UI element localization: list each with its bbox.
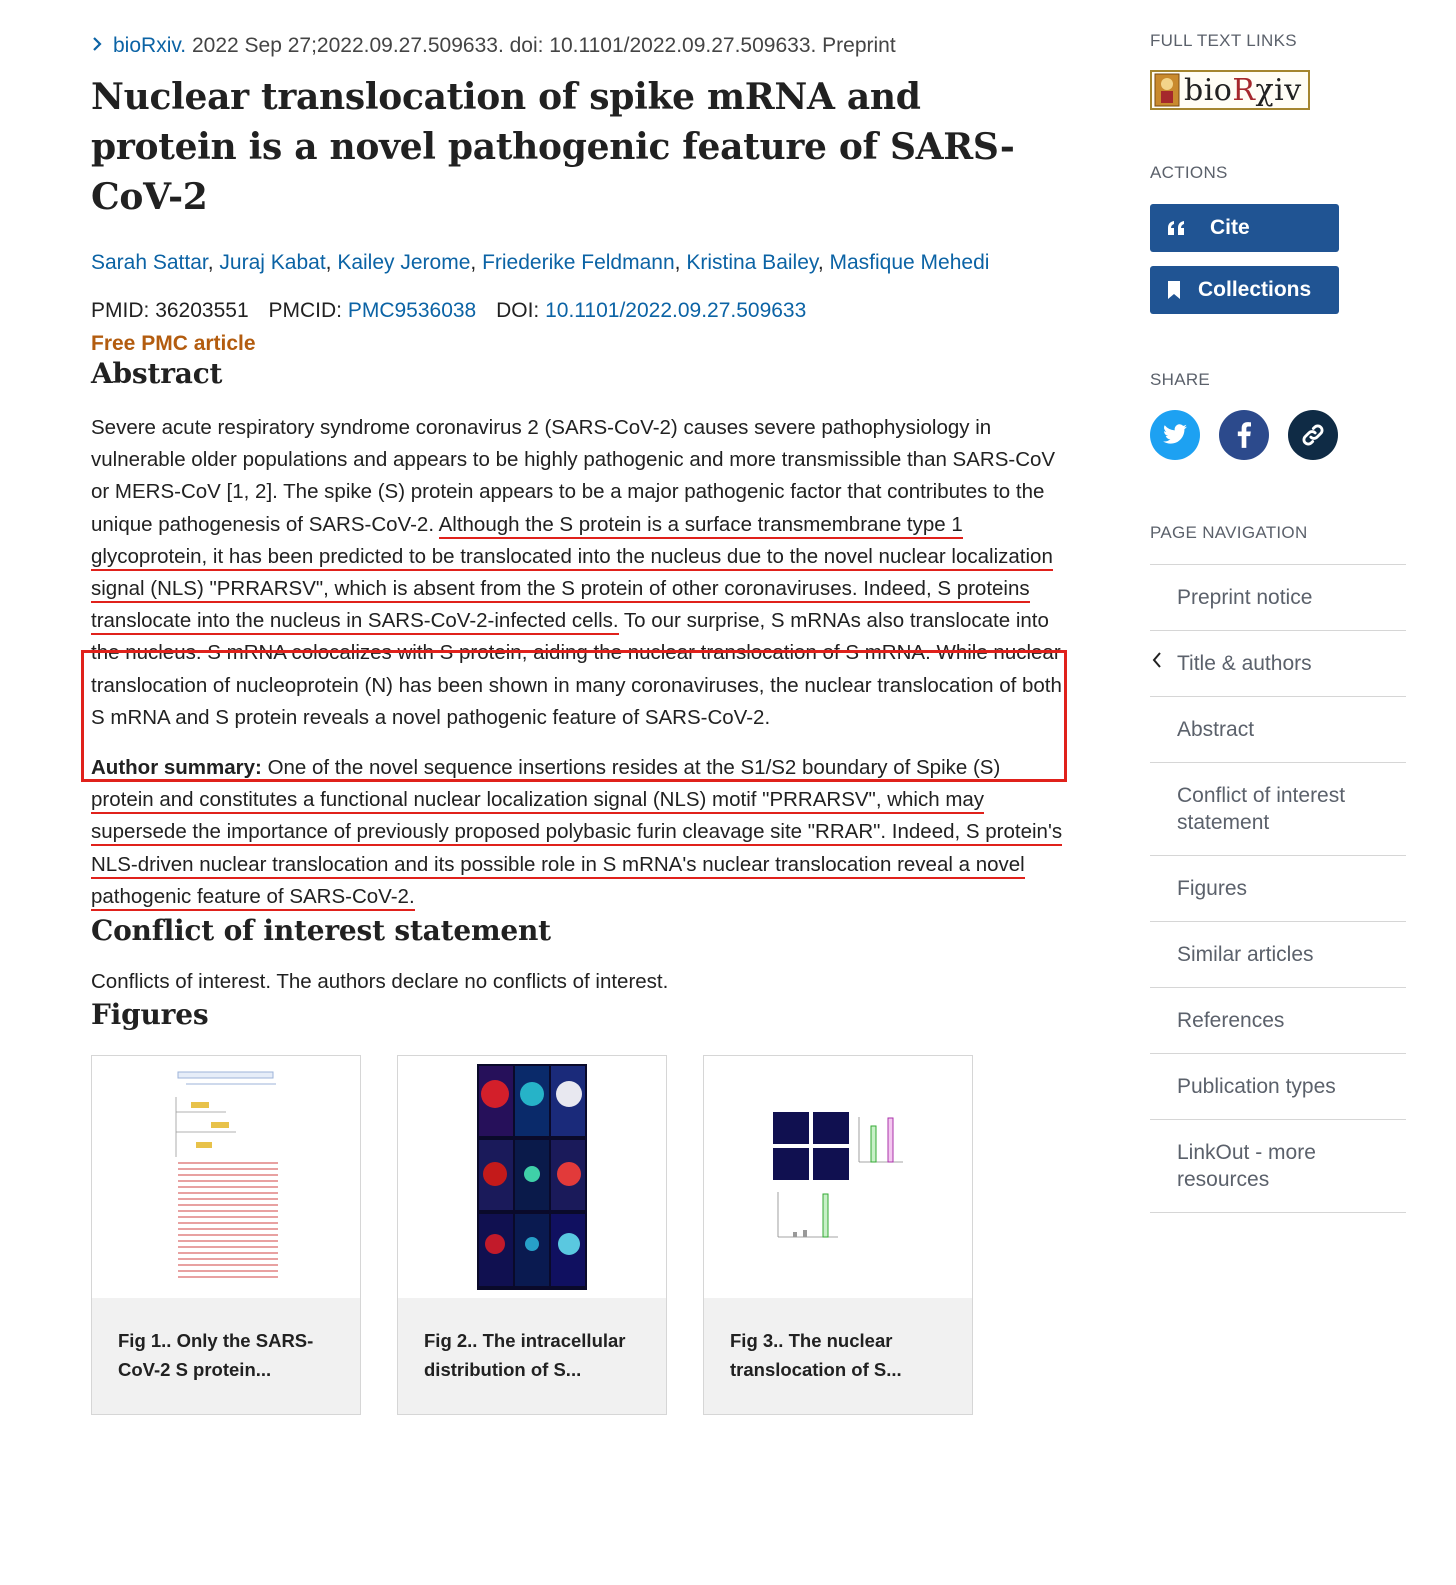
sidebar (1150, 30, 1406, 1213)
figure-card[interactable] (397, 1055, 667, 1415)
link-icon[interactable] (1288, 410, 1338, 460)
figure-card[interactable] (703, 1055, 973, 1415)
pmid-value: 36203551 (155, 299, 249, 322)
nav-item-figures[interactable]: Figures (1150, 856, 1406, 922)
author-link[interactable]: Kailey Jerome (337, 251, 471, 274)
coi-text: Conflicts of interest. The authors declare no conflicts of interest. (91, 970, 669, 994)
chevron-left-icon (1151, 650, 1163, 677)
author-link[interactable]: Sarah Sattar (91, 251, 208, 274)
abstract-heading: Abstract (91, 357, 223, 390)
identifiers (91, 296, 1066, 326)
coi-heading: Conflict of interest statement (91, 914, 551, 948)
abstract-paragraph: Severe acute respiratory syndrome coronavirus 2 (SARS-CoV-2) causes severe pathophysiology in vulnerable older populations and appears to be highly pathogenic and more transmissible than SARS-CoV or MERS-CoV [1, 2]. The spike (S) protein appears to be a major pathogenic factor that contributes to the unique pathogenesis of SARS-CoV-2. (91, 416, 1056, 536)
highlight-box (81, 650, 1067, 782)
citation-line (91, 30, 1066, 62)
author-link[interactable]: Friederike Feldmann (482, 251, 675, 274)
figure-caption[interactable]: Fig 3.. The nuclear translocation of S... (704, 1298, 972, 1414)
quote-icon (1166, 219, 1196, 237)
collections-button[interactable] (1150, 266, 1339, 314)
biorxiv-logo-link[interactable] (1150, 70, 1310, 110)
collections-button-label: Collections (1198, 278, 1312, 301)
share-heading: SHARE (1150, 370, 1211, 389)
full-text-links-heading: FULL TEXT LINKS (1150, 31, 1297, 50)
pmid-label: PMID: (91, 299, 150, 322)
bookmark-icon (1166, 280, 1196, 300)
doi-label: DOI: (496, 299, 540, 322)
figure-thumbnail[interactable] (92, 1056, 360, 1298)
nav-item-references[interactable]: References (1150, 988, 1406, 1054)
figure-caption[interactable]: Fig 2.. The intracellular distribution of S... (398, 1298, 666, 1414)
author-summary-label: Author summary: (91, 756, 262, 780)
figures-list (91, 1055, 1066, 1415)
abstract-underlined-passage: Although the S protein is a surface transmembrane type 1 glycoprotein, it has been predicted to be translocated into the nucleus due to the novel nuclear localization signal (NLS) "PRRARSV", which is absent from the S protein of other coronaviruses. Indeed, S proteins translocate into the nucleus in SARS-CoV-2-infected cells. (91, 513, 1053, 636)
nav-item-preprint-notice[interactable]: Preprint notice (1150, 565, 1406, 631)
citation-details: 2022 Sep 27;2022.09.27.509633. doi: 10.1101/2022.09.27.509633. Preprint (191, 34, 896, 57)
cite-button-label: Cite (1210, 216, 1250, 239)
nav-item-publication-types[interactable]: Publication types (1150, 1054, 1406, 1120)
author-link[interactable]: Juraj Kabat (219, 251, 326, 274)
author-link[interactable]: Kristina Bailey (686, 251, 818, 274)
figure-thumbnail[interactable] (704, 1056, 972, 1298)
pmcid-label: PMCID: (268, 299, 342, 322)
cite-button[interactable] (1150, 204, 1339, 252)
nav-item-title-authors[interactable] (1150, 631, 1406, 697)
nav-item-abstract[interactable]: Abstract (1150, 697, 1406, 763)
pmcid-link[interactable]: PMC9536038 (347, 299, 477, 322)
figure-thumbnail[interactable] (398, 1056, 666, 1298)
abstract-boxed-passage: To our surprise, S mRNAs also translocate into the nucleus. S mRNA colocalizes with S protein, aiding the nuclear translocation of S mRNA. While nuclear translocation of nucleoprotein (N) has been shown in many coronaviruses, the nuclear translocation of both S mRNA and S protein reveals a novel pathogenic feature of SARS-CoV-2. (91, 609, 1062, 729)
nav-item-conflict-of-interest[interactable]: Conflict of interest statement (1150, 763, 1406, 856)
page-title: Nuclear translocation of spike mRNA and protein is a novel pathogenic feature of SARS-CoV-2 (91, 76, 1015, 218)
author-list: Sarah Sattar, Juraj Kabat, Kailey Jerome, Friederike Feldmann, Kristina Bailey, Masfique Mehedi (91, 251, 990, 274)
figures-heading: Figures (91, 998, 209, 1032)
chevron-right-icon[interactable] (91, 30, 113, 62)
author-summary-text: One of the novel sequence insertions resides at the S1/S2 boundary of Spike (S) protein and constitutes a functional nuclear localization signal (NLS) motif "PRRARSV", which may supersede the importance of previously proposed polybasic furin cleavage site "RRAR". Indeed, S protein's NLS-driven nuclear translocation and its possible role in S mRNA's nuclear translocation reveal a novel pathogenic feature of SARS-CoV-2. (91, 756, 1062, 911)
biorxiv-wordmark: bioRχiv (1184, 72, 1302, 108)
page-navigation-heading: PAGE NAVIGATION (1150, 523, 1308, 542)
nav-item-label: Title & authors (1177, 652, 1312, 675)
facebook-icon[interactable] (1219, 410, 1269, 460)
doi-link[interactable]: 10.1101/2022.09.27.509633 (545, 299, 807, 322)
author-link[interactable]: Masfique Mehedi (829, 251, 990, 274)
nav-item-linkout[interactable]: LinkOut - more resources (1150, 1120, 1406, 1213)
actions-heading: ACTIONS (1150, 163, 1228, 182)
journal-link[interactable]: bioRxiv. (113, 34, 187, 57)
free-pmc-article-label: Free PMC article (91, 332, 256, 355)
page-navigation (1150, 564, 1406, 1213)
biorxiv-emblem-icon (1152, 72, 1182, 108)
figure-card[interactable] (91, 1055, 361, 1415)
figure-caption[interactable]: Fig 1.. Only the SARS-CoV-2 S protein... (92, 1298, 360, 1414)
nav-item-similar-articles[interactable]: Similar articles (1150, 922, 1406, 988)
share-buttons (1150, 410, 1406, 460)
twitter-icon[interactable] (1150, 410, 1200, 460)
